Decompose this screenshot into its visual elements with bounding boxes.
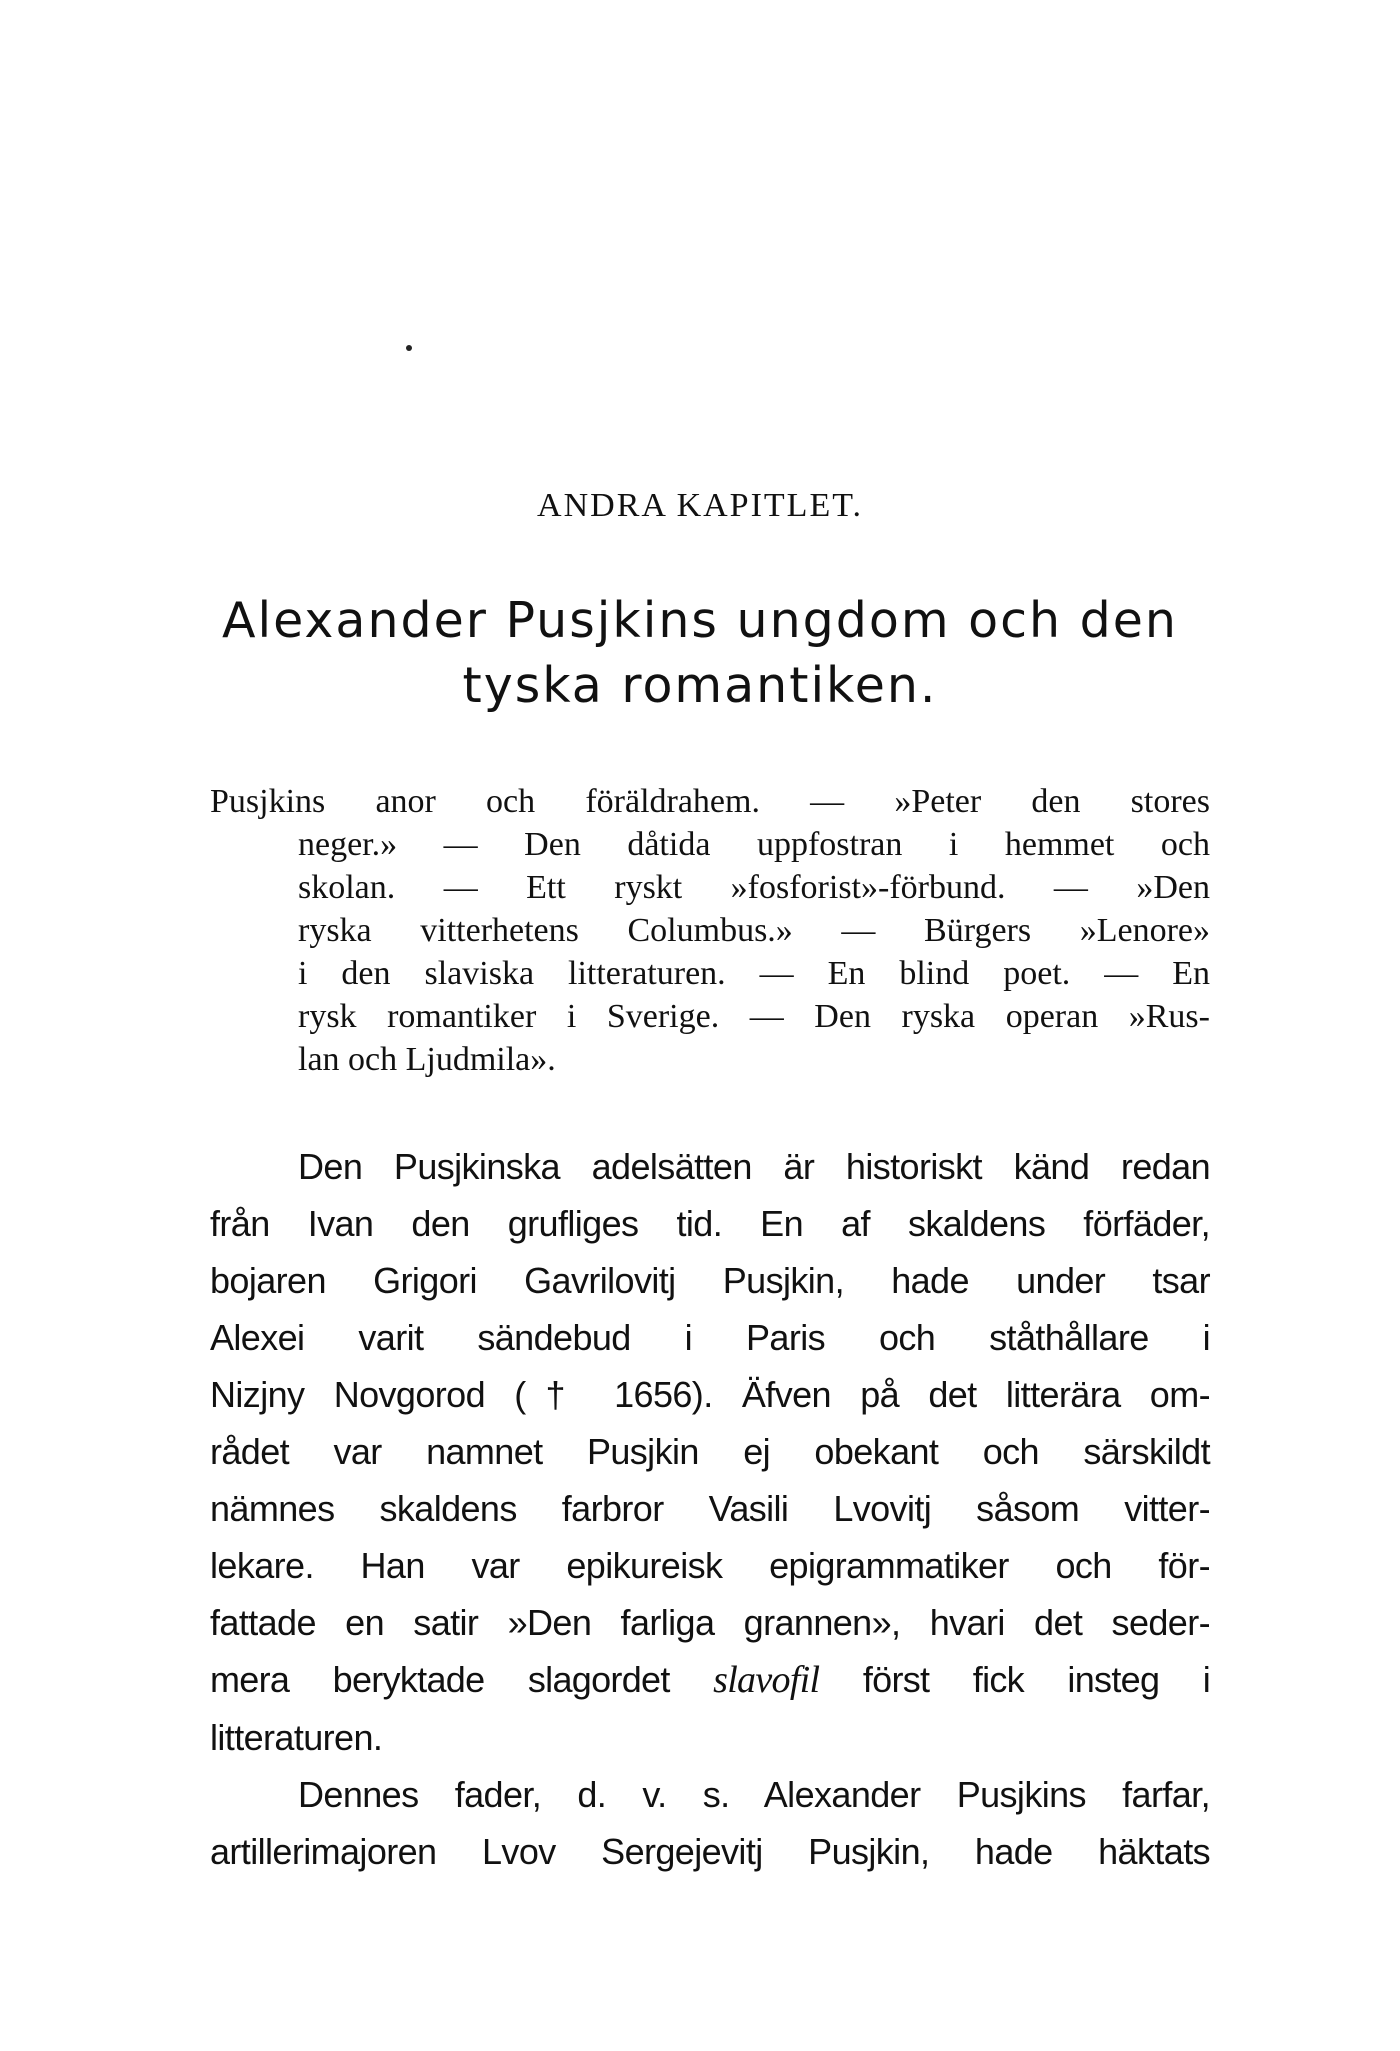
paragraph-line: fattade en satir »Den farliga grannen», hvari det seder-: [210, 1602, 1210, 1643]
summary-line: ryska vitterhetens Columbus.» — Bürgers »Lenore»: [298, 912, 1210, 949]
paragraph-line: från Ivan den grufliges tid. En af skaldens förfäder,: [210, 1203, 1210, 1244]
paragraph-line: Den Pusjkinska adelsätten är historiskt känd redan: [298, 1146, 1210, 1187]
summary-line: lan och Ljudmila».: [298, 1041, 556, 1078]
summary-line: neger.» — Den dåtida uppfostran i hemmet och: [298, 826, 1210, 863]
paragraph-line: Nizjny Novgorod († 1656). Äfven på det litterära om-: [210, 1374, 1210, 1415]
summary-line: Pusjkins anor och föräldrahem. — »Peter den stores: [210, 783, 1210, 820]
chapter-label: ANDRA KAPITLET.: [537, 487, 863, 524]
paragraph-line: nämnes skaldens farbror Vasili Lvovitj såsom vitter-: [210, 1488, 1210, 1529]
summary-line: rysk romantiker i Sverige. — Den ryska operan »Rus-: [298, 998, 1210, 1035]
paragraph-line: Dennes fader, d. v. s. Alexander Pusjkins farfar,: [298, 1774, 1210, 1815]
paragraph-line: [210, 1651, 1210, 1709]
chapter-title-line: tyska romantiken.: [462, 657, 938, 714]
paragraph-line: litteraturen.: [210, 1717, 383, 1758]
paragraph-text: först fick insteg i: [862, 1659, 1210, 1700]
paragraph-text: mera beryktade slagordet: [210, 1659, 670, 1700]
chapter-title: [200, 588, 1200, 718]
italic-term: slavofil: [713, 1659, 820, 1701]
paragraph-line: lekare. Han var epikureisk epigrammatiker och för-: [210, 1545, 1210, 1586]
paragraph-line: Alexei varit sändebud i Paris och ståthållare i: [210, 1317, 1210, 1358]
paragraph-line: artillerimajoren Lvov Sergejevitj Pusjkin, hade häktats: [210, 1831, 1210, 1872]
paragraph-line: bojaren Grigori Gavrilovitj Pusjkin, hade under tsar: [210, 1260, 1210, 1301]
chapter-summary: [210, 780, 1210, 1081]
paragraph-line: rådet var namnet Pusjkin ej obekant och särskildt: [210, 1431, 1210, 1472]
summary-line: i den slaviska litteraturen. — En blind poet. — En: [298, 955, 1210, 992]
body-text: [210, 1138, 1210, 1880]
summary-line: skolan. — Ett ryskt »fosforist»-förbund. — »Den: [298, 869, 1210, 906]
ink-speck: [406, 345, 412, 351]
chapter-title-line: Alexander Pusjkins ungdom och den: [222, 592, 1178, 649]
